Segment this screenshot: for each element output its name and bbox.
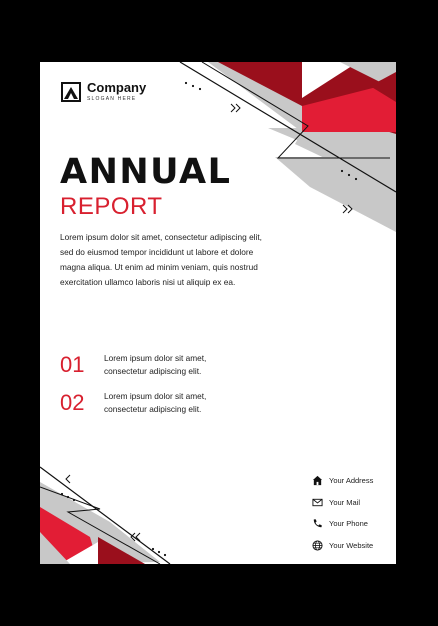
globe-icon (312, 540, 323, 551)
contact-website (312, 535, 373, 557)
intro-paragraph: Lorem ipsum dolor sit amet, consectetur adipiscing elit, sed do eiusmod tempor incididunt ut labore et dolore magna aliqua. Ut enim ad minim veniam, quis nostrud exercitation ullamco laboris nisi ut aliquip ex ea. (60, 232, 262, 287)
report-title: ANNUAL (60, 152, 232, 192)
contact-label: Your Website (329, 541, 374, 551)
mail-icon (312, 497, 323, 508)
company-logo (61, 81, 146, 102)
contact-address (312, 470, 373, 492)
logo-text (87, 81, 146, 102)
contact-phone (312, 513, 373, 535)
logo-mountain-icon (61, 82, 81, 102)
home-icon (312, 475, 323, 486)
item-number: 02 (60, 389, 85, 415)
contact-label: Your Address (329, 476, 374, 486)
company-name: Company (87, 80, 147, 95)
item-number: 01 (60, 351, 85, 377)
report-cover-page (40, 62, 396, 564)
phone-icon (312, 518, 323, 529)
contact-label: Your Phone (329, 519, 368, 529)
contact-mail (312, 492, 373, 514)
list-item-01 (60, 352, 234, 377)
company-slogan: SLOGAN HERE (87, 96, 137, 102)
list-item-02 (60, 390, 234, 415)
report-subtitle: REPORT (60, 193, 163, 220)
contact-label: Your Mail (329, 497, 360, 507)
contact-list (312, 470, 373, 556)
item-text: Lorem ipsum dolor sit amet, consectetur adipiscing elit. (104, 391, 207, 414)
item-text: Lorem ipsum dolor sit amet, consectetur adipiscing elit. (104, 353, 207, 376)
